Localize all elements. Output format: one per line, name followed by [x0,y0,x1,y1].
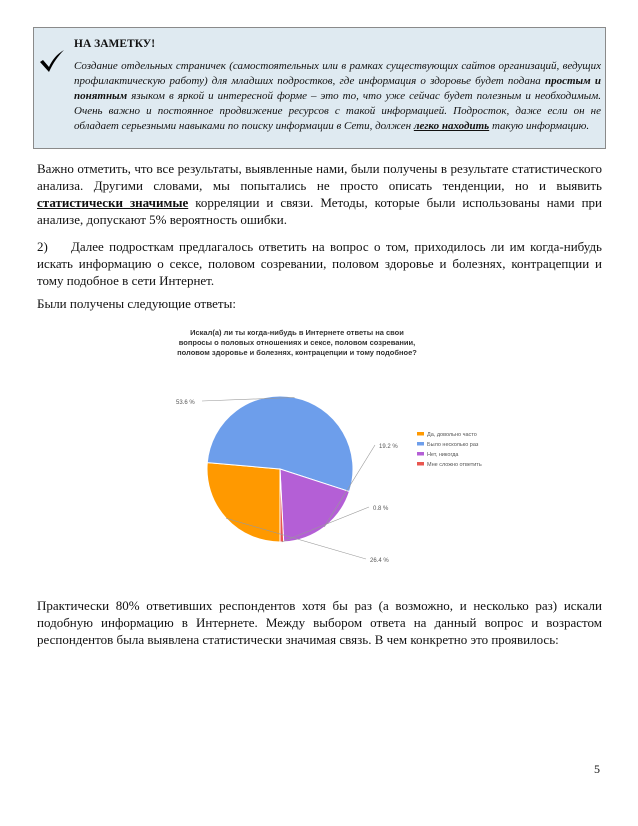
checkmark-icon [39,49,65,73]
paragraph-conclusion: Практически 80% ответивших респондентов хотя бы раз (а возможно, и несколько раз) искали подобную информацию в Интернете. Между выбором ответа на данный вопрос и возрастом респондентов была выявлена статистически значимая связь. В чем конкретно это проявилось: [37,598,602,647]
legend-label-4: Мне сложно ответить [427,462,482,468]
data-label-4: 0.8 % [373,506,389,512]
legend-label-1: Да, довольно часто [427,432,477,438]
note-title: НА ЗАМЕТКУ! [74,38,156,50]
data-label-1: 26.4 % [370,558,389,564]
legend-swatch-2 [417,442,424,446]
question-text: Далее подросткам предлагалось ответить на вопрос о том, приходилось ли им когда-нибудь искать информацию о сексе, половом созревании, половом здоровье и болезнях, контрацепции и тому подобное в сети Интернет. [37,239,602,288]
paragraph-statistics: Важно отметить, что все результаты, выявленные нами, были получены в результате статистического анализа. Другими словами, мы попытались не просто описать тенденции, но и выявить статистически значимые корреляции и связи. Методы, которые были использованы нами при анализе, допускают 5% вероятность ошибки. [37,161,602,227]
legend-swatch-3 [417,452,424,456]
intro-answers: Были получены следующие ответы: [37,296,236,311]
note-body: Создание отдельных страничек (самостоятельных или в рамках существующих сайтов организаций, ведущих профилактическую работу) для младших подростков, где информация о здоровье будет подана простым и понятным языком в яркой и интересной форме – это то, что уже сейчас будет полезным и необходимым. Очень важно и постоянное продвижение ресурсов с такой информацией. Подросток, даже если он не обладает серьезными навыками по поиску информации в Сети, должен легко находить такую информацию. [74,60,602,132]
legend-swatch-4 [417,462,424,466]
question-paragraph [37,238,602,289]
pie-slice-1 [207,463,280,542]
page-number: 5 [594,762,600,776]
data-label-3: 19.2 % [379,444,398,450]
data-label-2: 53.6 % [176,400,195,406]
chart-title: Искал(а) ли ты когда-нибудь в Интернете ответы на свои вопросы о половых отношениях и сексе, половом созревании, половом здоровье и болезнях, контрацепции и тому подобное? [177,328,417,357]
pie-chart-svg [158,324,528,576]
pie-chart [158,324,528,576]
legend-label-3: Нет, никогда [427,452,459,458]
note-box [33,27,606,149]
question-number: 2) [37,239,48,254]
legend-swatch-1 [417,432,424,436]
legend-label-2: Было несколько раз [427,442,479,448]
